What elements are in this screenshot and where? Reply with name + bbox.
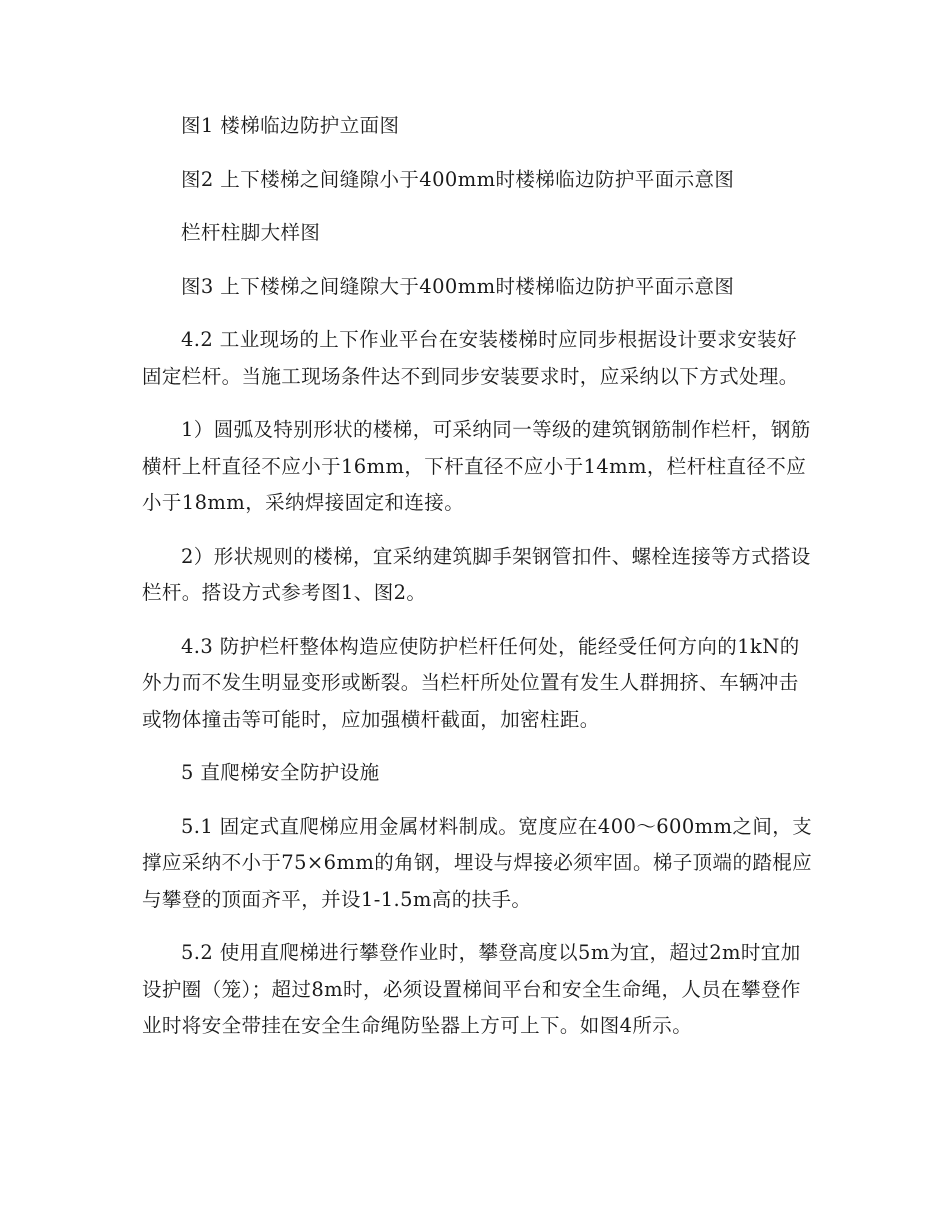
document-body [142, 108, 814, 1062]
figure-caption-3: 图3 上下楼梯之间缝隙大于400mm时楼梯临边防护平面示意图 [181, 274, 735, 298]
paragraph-item-2: 2）形状规则的楼梯，宜采纳建筑脚手架钢管扣件、螺栓连接等方式搭设栏杆。搭设方式参考图1、图2。 [142, 544, 811, 604]
section-heading-5: 5 直爬梯安全防护设施 [181, 761, 380, 784]
paragraph-5-1: 5.1 固定式直爬梯应用金属材料制成。宽度应在400～600mm之间，支撑应采纳不小于75×6mm的角钢，埋设与焊接必须牢固。梯子顶端的踏棍应与攀登的顶面齐平，并设1-1.5m高的扶手。 [142, 814, 813, 911]
figure-caption-detail: 栏杆柱脚大样图 [181, 221, 321, 244]
paragraph-4-2: 4.2 工业现场的上下作业平台在安装楼梯时应同步根据设计要求安装好固定栏杆。当施工现场条件达不到同步安装要求时，应采纳以下方式处理。 [142, 328, 799, 388]
paragraph-5-2: 5.2 使用直爬梯进行攀登作业时，攀登高度以5m为宜，超过2m时宜加设护圈（笼）；超过8m时，必须设置梯间平台和安全生命绳，人员在攀登作业时将安全带挂在安全生命绳防坠器上方可上下。如图4所示。 [142, 941, 801, 1037]
paragraph-item-1: 1）圆弧及特别形状的楼梯，可采纳同一等级的建筑钢筋制作栏杆，钢筋横杆上杆直径不应小于16mm，下杆直径不应小于14mm，栏杆柱直径不应小于18mm，采纳焊接固定和连接。 [142, 418, 811, 514]
figure-caption-1: 图1 楼梯临边防护立面图 [181, 114, 400, 137]
figure-caption-2: 图2 上下楼梯之间缝隙小于400mm时楼梯临边防护平面示意图 [181, 167, 735, 191]
paragraph-4-3: 4.3 防护栏杆整体构造应使防护栏杆任何处，能经受任何方向的1kN的外力而不发生明显变形或断裂。当栏杆所处位置有发生人群拥挤、车辆冲击或物体撞击等可能时，应加强横杆截面，加密柱距。 [142, 634, 800, 731]
